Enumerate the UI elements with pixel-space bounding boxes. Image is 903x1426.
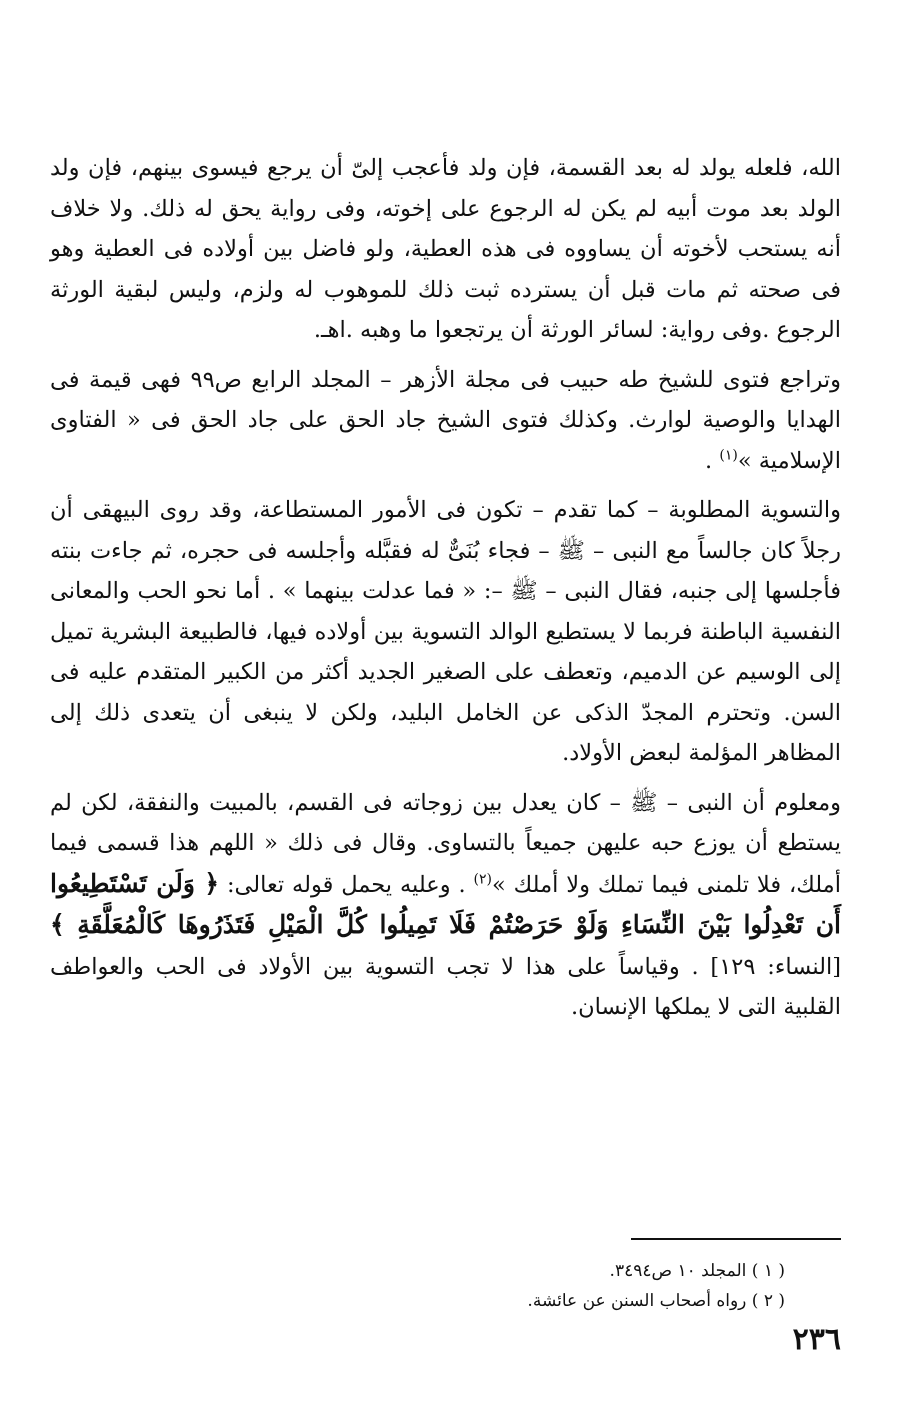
paragraph-gift-return (50, 148, 841, 351)
footnotes (527, 1256, 785, 1316)
paragraph-text-end: [النساء: ١٢٩] . وقياساً على هذا لا تجب التسوية بين الأولاد فى الحب والعواطف القلبية التى لا يملكها الإنسان. (50, 953, 841, 1020)
paragraph-text: والتسوية المطلوبة – كما تقدم – تكون فى الأمور المستطاعة، وقد روى البيهقى أن رجلاً كان جالساً مع النبى – ﷺ – فجاء بُنَىٌّ له فقبَّله وأجلسه فى حجره، ثم جاءت بنته فأجلسها إلى جنبه، فقال النبى – ﷺ –: « فما عدلت بينهما » . أما نحو الحب والمعانى النفسية الباطنة فربما لا يستطيع الوالد التسوية بين أولاده فيها، فالطبيعة البشرية تميل إلى الوسيم عن الدميم، وتعطف على الصغير الجديد أكثر من الكبير المتقدم عليه فى السن. وتحترم المجدّ الذكى عن الخامل البليد، ولكن لا ينبغى أن يتعدى ذلك إلى المظاهر المؤلمة لبعض الأولاد. (50, 497, 841, 766)
paragraph-text: ومعلوم أن النبى – ﷺ – كان يعدل بين زوجاته فى القسم، بالمبيت والنفقة، لكن لم يستطع أن يوزع حبه عليهن جميعاً بالتساوى. وقال فى ذلك « اللهم هذا قسمى فيما أملك، فلا تلمنى فيما تملك ولا أملك » (50, 789, 841, 898)
footnote-2: ( ٢ ) رواه أصحاب السنن عن عائشة. (527, 1291, 785, 1311)
page-number: ٢٣٦ (792, 1322, 841, 1357)
footnote-ref-2[interactable]: (٢) (473, 871, 492, 887)
paragraph-text: الله، فلعله يولد له بعد القسمة، فإن ولد فأعجب إلىّ أن يرجع فيسوى بينهم، فإن ولد الولد بعد موت أبيه لم يكن له الرجوع على إخوته، وفى رواية يحق له ذلك. ولا خلاف أنه يستحب لأخوته أن يساووه فى هذه العطية، ولو فاضل بين أولاده فى العطية وهو فى صحته ثم مات قبل أن يسترده ثبت ذلك للموهوب له ولزم، وليس لبقية الورثة الرجوع .وفى رواية: لسائر الورثة أن يرتجعوا ما وهبه .اهـ. (50, 155, 841, 343)
paragraph-equality-possible (50, 490, 841, 774)
paragraph-fatwa-reference (50, 360, 841, 482)
footnote-separator (631, 1238, 841, 1240)
paragraph-text: وتراجع فتوى للشيخ طه حبيب فى مجلة الأزهر – المجلد الرابع ص٩٩ فهى قيمة فى الهدايا والوصية لوارث. وكذلك فتوى الشيخ جاد الحق على جاد الحق فى « الفتاوى الإسلامية » (50, 366, 841, 474)
paragraph-prophet-wives (50, 783, 841, 1028)
paragraph-end: . (705, 447, 720, 474)
paragraph-text-cont: . وعليه يحمل قوله تعالى: (219, 871, 474, 898)
footnote-1: ( ١ ) المجلد ١٠ ص٣٤٩٤. (609, 1261, 785, 1281)
quran-verse: ﴿ وَلَن تَسْتَطِيعُوا أَن تَعْدِلُوا بَيْنَ النِّسَاءِ وَلَوْ حَرَصْتُمْ فَلَا تَمِيلُوا كُلَّ الْمَيْلِ فَتَذَرُوهَا كَالْمُعَلَّقَةِ ﴾ (50, 868, 841, 939)
footnote-ref-1[interactable]: (١) (719, 447, 738, 463)
